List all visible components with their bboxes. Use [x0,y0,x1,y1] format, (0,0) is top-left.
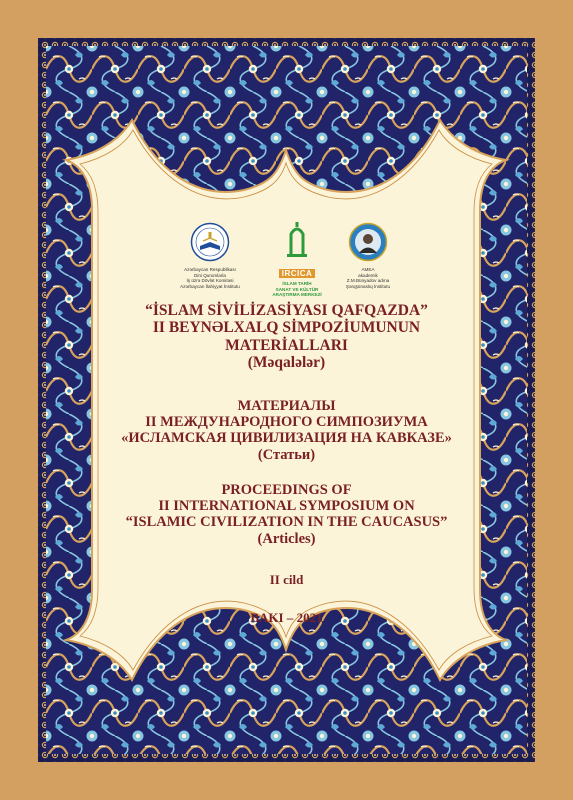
logo-oriental-studies-institute [328,222,408,290]
en-title-line-2: II INTERNATIONAL SYMPOSIUM ON [158,498,415,515]
logo-theology-institute [170,222,250,290]
logo-center-line-2: SANAT VE KÜLTÜR [275,286,319,292]
logo-left-line-2: Dini Qurumlarla [194,272,226,278]
az-title-line-2: II BEYNƏLXALQ SİMPOZİUMUNUN [152,319,421,337]
en-title-line-4: (Articles) [257,530,316,547]
ru-title-line-2: II МЕЖДУНАРОДНОГО СИМПОЗИУМА [145,414,428,431]
book-emblem-icon [190,222,230,262]
portrait-medallion-icon [348,222,388,262]
logo-ircica [262,222,332,298]
ru-title-line-1: МАТЕРИАЛЫ [237,398,336,414]
logo-left-line-1: Azərbaycan Respublikası [184,267,236,272]
logo-right-line-2: akademik [358,272,378,278]
title-english [0,482,573,547]
ru-title-line-3: «ИСЛАМСКАЯ ЦИВИЛИЗАЦИЯ НА КАВКАЗЕ» [121,430,452,447]
logo-right-line-1: AMEA [361,267,375,272]
az-title-line-4: (Məqalələr) [247,354,326,372]
az-title-line-1: “İSLAM SİVİLİZASİYASI QAFQAZDA” [145,302,428,319]
logo-left-line-3: İş üzrə Dövlət Komitəsi [186,278,234,284]
logo-center-line-3: ARAŞTIRMA MERKEZİ [272,292,322,298]
en-title-line-3: “ISLAMIC CIVILIZATION IN THE CAUCASUS” [125,514,448,531]
logo-left-line-4: Azərbaycan İlahiyyat İnstitutu [180,284,240,290]
logo-center-line-1: İSLAM TARİH [282,281,312,286]
title-azerbaijani [0,302,573,371]
title-russian [0,398,573,463]
volume-label: II cild [269,572,304,587]
ircica-name: IRCICA [279,269,316,278]
city-year-label: BAKI – 2021 [250,610,323,625]
en-title-line-1: PROCEEDINGS OF [221,482,352,498]
minaret-icon [282,222,312,258]
logo-right-line-3: Z.M.Bünyadov adına [346,278,390,284]
logo-right-line-4: Şərqşünaslıq İnstitutu [345,284,391,290]
az-title-line-3: MATERİALLARI [225,336,348,354]
ru-title-line-4: (Статьи) [257,446,316,463]
